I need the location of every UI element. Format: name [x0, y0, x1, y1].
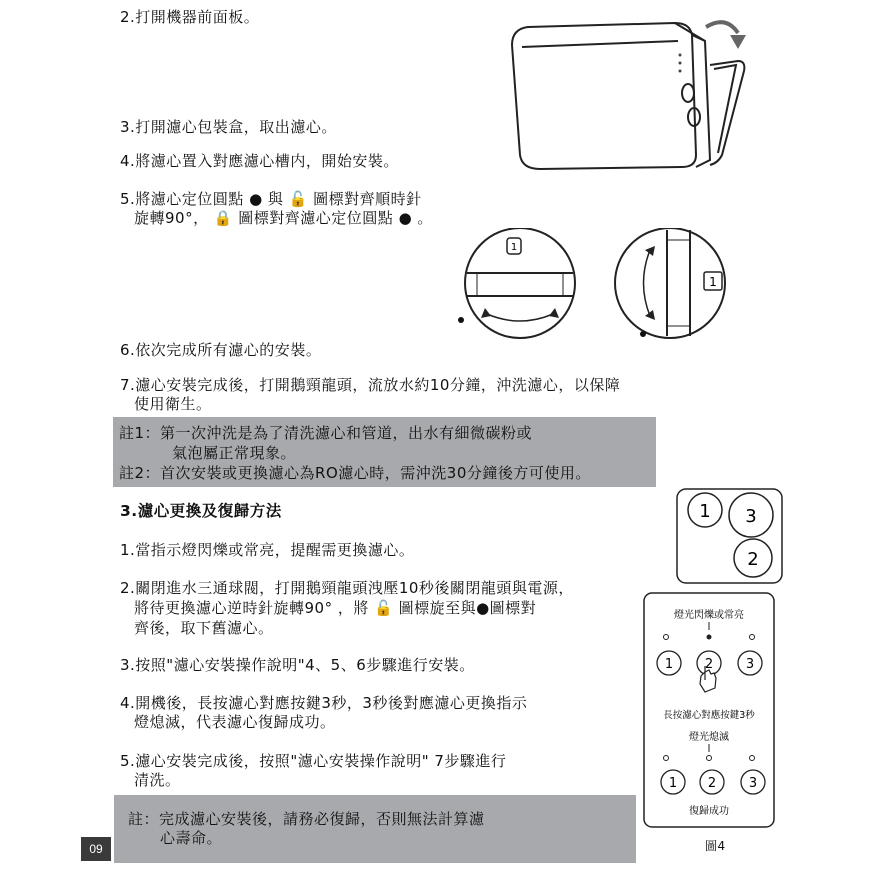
- step-7-line1: 7.濾心安裝完成後，打開鵝頸龍頭，流放水約10分鐘，沖洗濾心，以保障: [120, 376, 621, 394]
- fig4-btn2-bottom: 2: [707, 776, 717, 791]
- note-box-1: [113, 417, 656, 487]
- diagram-right-label: 1: [709, 275, 717, 289]
- replace-step-2-line3: 齊後，取下舊濾心。: [134, 619, 274, 637]
- rotation-diagrams: [455, 228, 745, 343]
- note1-line1: 註1：第一次沖洗是為了清洗濾心和管道，出水有細微碳粉或: [119, 424, 533, 442]
- cartridge-label-3: 3: [745, 506, 757, 527]
- step-6: 6.依次完成所有濾心的安裝。: [120, 341, 322, 359]
- replace-step-5-line2: 清洗。: [134, 771, 181, 789]
- fig4-btn2-top: 2: [704, 657, 714, 672]
- machine-illustration: [500, 5, 760, 175]
- fig4-label-done: 復歸成功: [689, 806, 729, 817]
- cartridge-label-1: 1: [699, 501, 711, 522]
- note2-line2: 心壽命。: [160, 829, 223, 847]
- replace-step-3: 3.按照"濾心安裝操作說明"4、5、6步驟進行安裝。: [120, 656, 475, 674]
- replace-step-5-line1: 5.濾心安裝完成後，按照"濾心安裝操作說明" 7步驟進行: [120, 752, 507, 770]
- step-4: 4.將濾心置入對應濾心槽内，開始安裝。: [120, 152, 399, 170]
- note1-line3: 註2：首次安裝或更換濾心為RO濾心時，需沖洗30分鐘後方可使用。: [119, 464, 591, 482]
- cartridge-layout-icon: [676, 488, 783, 584]
- page-number: 09: [81, 837, 111, 861]
- section-heading: [120, 501, 282, 521]
- note2-line1: 註：完成濾心安裝後，請務必復歸，否則無法計算濾: [128, 810, 485, 828]
- fig4-btn1-top: 1: [664, 657, 674, 672]
- figure-4: [643, 592, 775, 828]
- step-3: 3.打開濾心包裝盒，取出濾心。: [120, 118, 337, 136]
- section-title: 濾心更換及復歸方法: [137, 502, 282, 520]
- note1-line2: 氣泡屬正常現象。: [172, 444, 297, 462]
- note-box-2: [114, 795, 636, 863]
- replace-step-4-line1: 4.開機後，長按濾心對應按鍵3秒，3秒後對應濾心更換指示: [120, 694, 528, 712]
- replace-step-4-line2: 燈熄滅，代表濾心復歸成功。: [134, 713, 336, 731]
- cartridge-label-2: 2: [747, 549, 759, 570]
- replace-step-1: 1.當指示燈閃爍或常亮，提醒需更換濾心。: [120, 541, 415, 559]
- step-7-line2: 使用衛生。: [134, 395, 212, 413]
- section-number: 3.: [120, 502, 138, 520]
- step-5-line1: 5.將濾心定位圓點 ● 與 🔓 圖標對齊順時針: [120, 190, 422, 208]
- fig4-label-off: 燈光熄滅: [689, 732, 729, 743]
- fig4-btn1-bottom: 1: [668, 776, 678, 791]
- fig4-label-press: 長按濾心對應按鍵3秒: [663, 710, 755, 721]
- replace-step-2-line2: 將待更換濾心逆時針旋轉90° ，將 🔓 圖標旋至與●圖標對: [134, 599, 537, 617]
- fig4-btn3-bottom: 3: [748, 776, 758, 791]
- diagram-left-label: 1: [510, 242, 518, 253]
- step-5-line2: 旋轉90°， 🔒 圖標對齊濾心定位圓點 ● 。: [134, 209, 433, 227]
- replace-step-2-line1: 2.關閉進水三通球閥，打開鵝頸龍頭洩壓10秒後關閉龍頭與電源，: [120, 579, 574, 597]
- fig4-btn3-top: 3: [745, 657, 755, 672]
- hand-pointer-icon: [700, 666, 716, 692]
- step-2: 2.打開機器前面板。: [120, 8, 260, 26]
- fig4-label-blink: 燈光閃爍或常亮: [674, 610, 744, 621]
- figure-4-caption: 圖4: [705, 839, 726, 853]
